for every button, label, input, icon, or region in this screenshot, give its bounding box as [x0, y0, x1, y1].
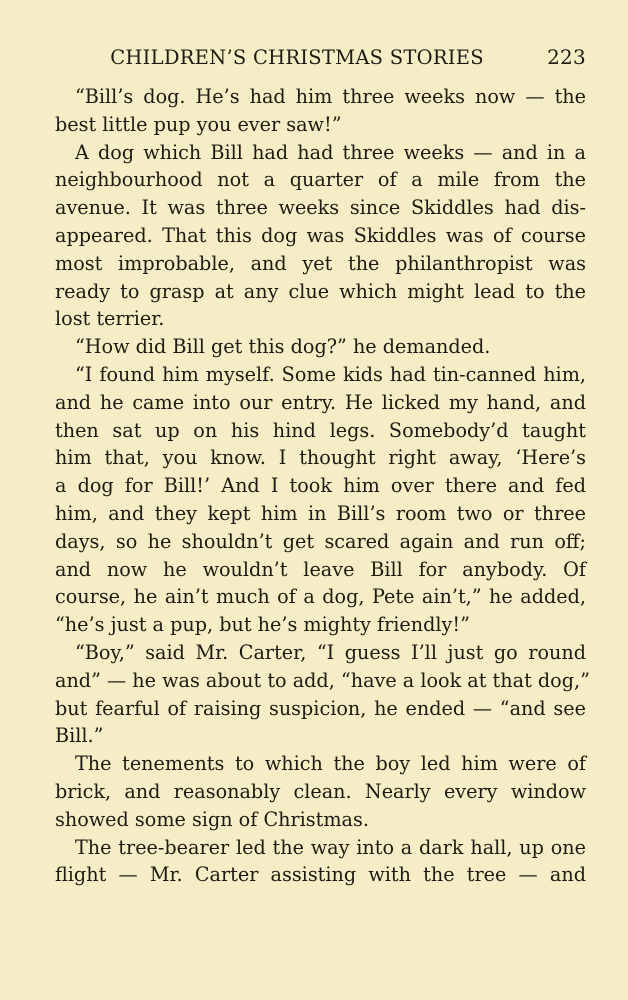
text-line: flight — Mr. Carter assisting with the tree — and	[55, 863, 586, 887]
text-line: and he came into our entry. He licked my hand, and	[55, 390, 586, 414]
text-line: neighbourhood not a quarter of a mile from the	[55, 168, 586, 192]
running-head	[55, 45, 586, 73]
text-line: him that, you know. I thought right away, ‘Here’s	[55, 446, 586, 470]
text-line: “Boy,” said Mr. Carter, “I guess I’ll just go round	[75, 640, 586, 664]
paragraph-4	[55, 361, 586, 639]
page-number: 223	[547, 45, 586, 69]
text-line: The tree-bearer led the way into a dark hall, up one	[75, 835, 586, 859]
text-line: Bill.”	[55, 724, 104, 748]
text-line: course, he ain’t much of a dog, Pete ain’t,” he added,	[55, 585, 586, 609]
paragraph-5	[55, 639, 590, 750]
text-line: days, so he shouldn’t get scared again and run off;	[55, 529, 586, 553]
text-line: A dog which Bill had had three weeks — and in a	[75, 140, 586, 164]
text-line: “he’s just a pup, but he’s mighty friendly!”	[55, 613, 470, 637]
text-line: showed some sign of Christmas.	[55, 807, 369, 831]
text-line: best little pup you ever saw!”	[55, 112, 342, 136]
text-line: but fearful of raising suspicion, he ended — “and see	[55, 696, 586, 720]
text-line: “Bill’s dog. He’s had him three weeks now — the	[75, 85, 586, 108]
paragraph-7	[55, 834, 586, 890]
body-text	[55, 83, 590, 889]
text-line: and” — he was about to add, “have a look at that dog,”	[55, 668, 590, 692]
text-line: avenue. It was three weeks since Skiddles had dis-	[55, 196, 586, 220]
text-line: lost terrier.	[55, 307, 165, 331]
text-line: a dog for Bill!’ And I took him over there and fed	[55, 474, 586, 498]
running-title: CHILDREN’S CHRISTMAS STORIES	[110, 46, 484, 69]
text-line: him, and they kept him in Bill’s room two or three	[55, 501, 586, 525]
paragraph-3	[55, 333, 586, 361]
text-line: The tenements to which the boy led him were of	[75, 752, 586, 776]
text-line: and now he wouldn’t leave Bill for anybody. Of	[55, 557, 586, 581]
paragraph-6	[55, 750, 586, 833]
paragraph-2	[55, 139, 586, 334]
text-line: “How did Bill get this dog?” he demanded.	[75, 335, 491, 359]
text-line: ready to grasp at any clue which might lead to the	[55, 279, 586, 303]
text-line: brick, and reasonably clean. Nearly every window	[55, 779, 586, 803]
text-line: most improbable, and yet the philanthropist was	[55, 251, 586, 275]
text-line: then sat up on his hind legs. Somebody’d taught	[55, 418, 586, 442]
text-line: appeared. That this dog was Skiddles was of course	[55, 223, 586, 247]
paragraph-1	[55, 83, 586, 139]
text-line: “I found him myself. Some kids had tin-canned him,	[75, 362, 586, 386]
